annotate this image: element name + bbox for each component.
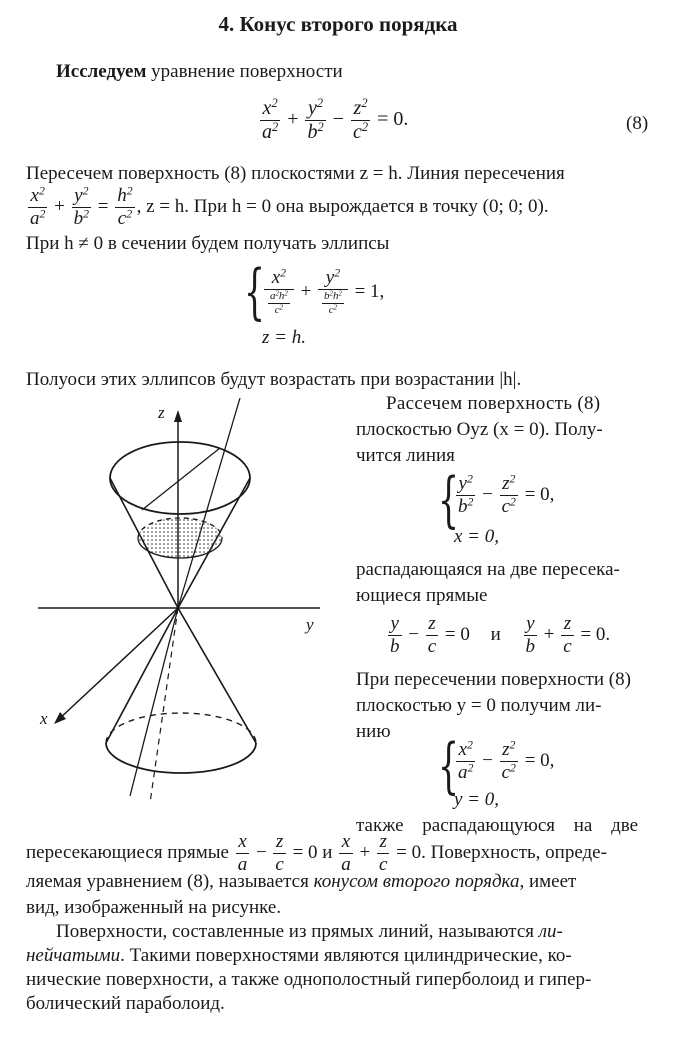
system3-eq: $\frac{x^2}{a^2}$ − $\frac{z^2}{c^2}$ = 0, [458, 738, 555, 783]
x-axis-label: x [40, 709, 48, 728]
z-axis-arrow [174, 410, 182, 422]
system2-eq: $\frac{y^2}{b^2}$ − $\frac{z^2}{c^2}$ = 0, [458, 472, 555, 517]
cone-figure [30, 398, 330, 818]
p1-line3: При h ≠ 0 в сечении будем получать эллипсы [26, 233, 390, 254]
p1-line2: $\frac{x^2}{a^2}$ + $\frac{y^2}{b^2}$ = $\frac{h^2}{c^2}$ , z = h. При h = 0 она вырождается в точку (0; 0; 0). [30, 184, 549, 229]
right-line2: плоскостью Oyz (x = 0). Полу- [356, 419, 603, 440]
system2-second: x = 0, [454, 526, 500, 547]
bottom-ellipse-front [106, 743, 256, 773]
p3-line-d: вид, изображенный на рисунке. [26, 897, 282, 918]
system3-second: y = 0, [454, 789, 500, 810]
intro-line [56, 62, 343, 81]
system1-second: z = h. [262, 327, 306, 348]
equation-8-label: (8) [626, 113, 649, 134]
system1-brace: { [244, 257, 266, 327]
right-line1: Рассечем поверхность (8) [386, 393, 601, 414]
right-line9: также распадающуюся на две [356, 815, 639, 836]
system2-brace: { [438, 465, 460, 535]
p1-line1: Пересечем поверхность (8) плоскостями z = h. Линия пересечения [26, 163, 565, 184]
bottom-generator-left [106, 608, 178, 743]
system3-brace: { [438, 731, 460, 801]
top-chord [142, 448, 220, 510]
system1-eq: $\frac{x^2}{\frac{a^2h^2}{c^2}}$ + $\frac{y^2}{\frac{b^2h^2}{c^2}}$ = 1, [262, 268, 384, 317]
z-axis-label: z [158, 403, 165, 422]
p2: Полуоси этих эллипсов будут возрастать при возрастании |h|. [26, 369, 522, 390]
p4-line-b: нейчатыми. Такими поверхностями являются цилиндрические, ко- [26, 945, 572, 966]
top-ellipse [110, 442, 250, 514]
right-line7: плоскостью y = 0 получим ли- [356, 695, 602, 716]
p3-line-c: ляемая уравнением (8), называется конусом второго порядка, имеет [26, 871, 577, 892]
right-line6: При пересечении поверхности (8) [356, 669, 631, 690]
right-line8: нию [356, 721, 391, 742]
intro-rest: уравнение поверхности [151, 61, 343, 82]
right-line3: чится линия [356, 445, 455, 466]
p3-line-a: пересекающиеся прямые $\frac{x}{a}$ − $\frac{z}{c}$ = 0 и $\frac{x}{a}$ + $\frac{z}{c}$ = 0. Поверхность, опреде- [26, 831, 607, 875]
p4-line-c: нические поверхности, а также однополостный гиперболоид и гипер- [26, 969, 592, 990]
lines-equations: $\frac{y}{b}$ − $\frac{z}{c}$ = 0 и $\frac{y}{b}$ + $\frac{z}{c}$ = 0. [390, 613, 611, 657]
x-axis [58, 608, 178, 720]
equation-8: $\frac{x^2}{a^2}$ + $\frac{y^2}{b^2}$ − $\frac{z^2}{c^2}$ = 0. [262, 96, 409, 143]
right-line4: распадающаяся на две пересека- [356, 559, 620, 580]
bottom-generator-right [178, 608, 256, 743]
p4-line-d: болический параболоид. [26, 993, 225, 1014]
section-title: 4. Конус второго порядка [218, 12, 458, 36]
p4-line-a: Поверхности, составленные из прямых линий, называются ли- [56, 921, 563, 942]
bottom-ellipse-back [106, 713, 256, 743]
right-line5: ющиеся прямые [356, 585, 488, 606]
intro-lead: Исследуем [56, 61, 147, 82]
y-axis-label: y [306, 615, 314, 634]
